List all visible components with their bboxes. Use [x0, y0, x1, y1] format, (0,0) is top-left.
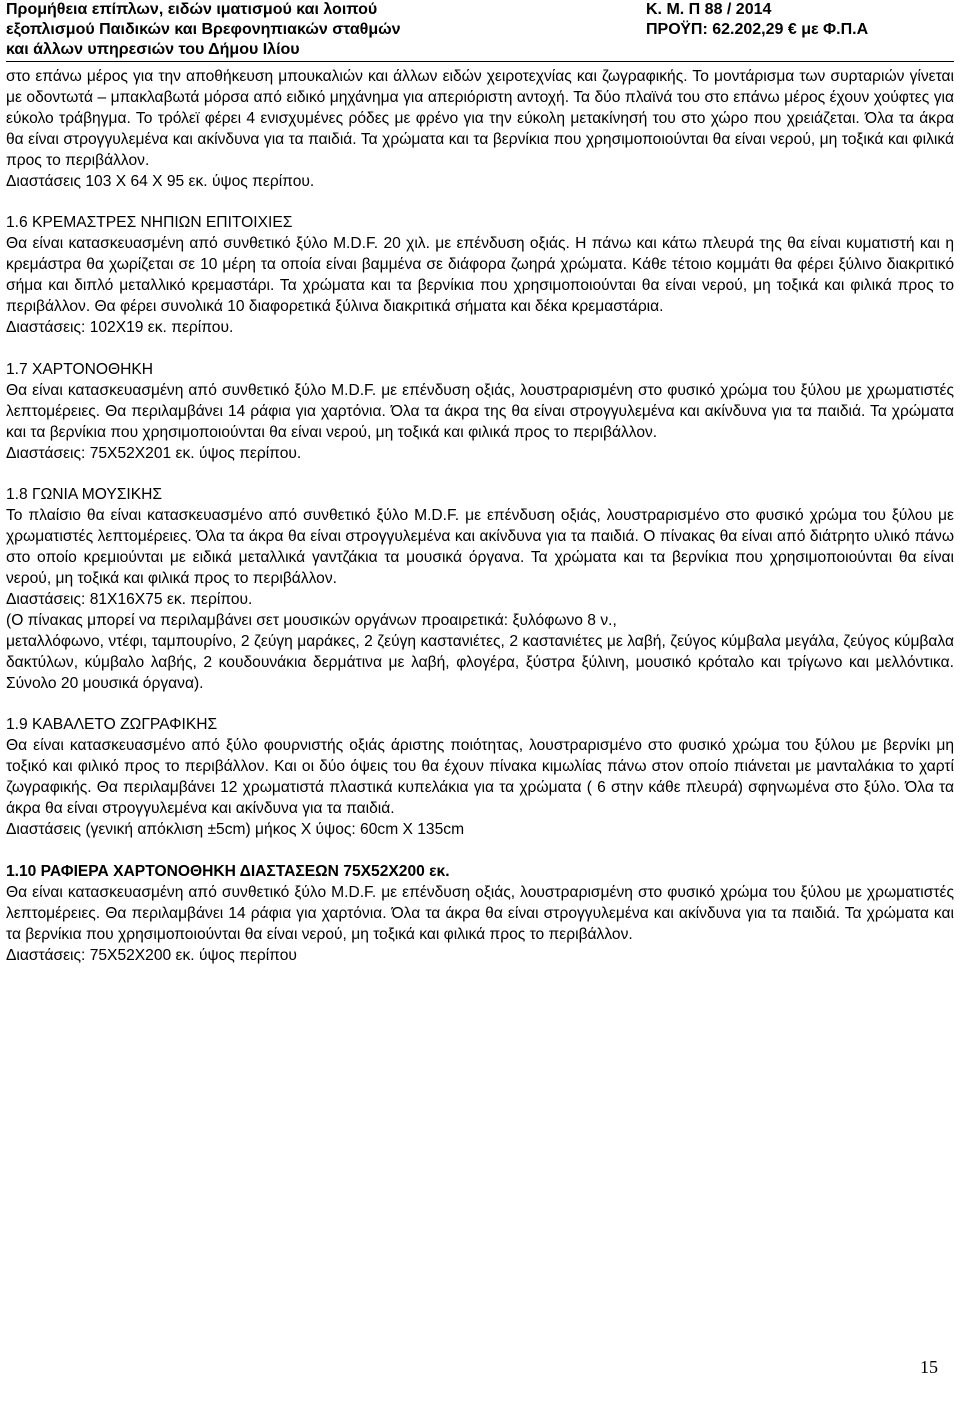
- section-paragraph: Διαστάσεις (γενική απόκλιση ±5cm) μήκος Χ ύψος: 60cm Χ 135cm: [6, 821, 465, 838]
- section-paragraph: (Ο πίνακας μπορεί να περιλαμβάνει σετ μουσικών οργάνων προαιρετικά: ξυλόφωνο 8 ν.,: [6, 611, 617, 629]
- header-right-line: Κ. Μ. Π 88 / 2014: [646, 1, 772, 18]
- section: [6, 360, 954, 465]
- section-title: 1.7 ΧΑΡΤΟΝΟΘΗΚΗ: [6, 360, 154, 378]
- page-header: [6, 0, 954, 60]
- section-paragraph: Διαστάσεις: 81Χ16Χ75 εκ. περίπου.: [6, 590, 253, 608]
- section-title: 1.6 ΚΡΕΜΑΣΤΡΕΣ ΝΗΠΙΩΝ ΕΠΙΤΟΙΧΙΕΣ: [6, 214, 293, 232]
- header-left-line: Προμήθεια επίπλων, ειδών ιματισμού και λοιπού: [6, 1, 378, 18]
- header-right-line: ΠΡΟΫΠ: 62.202,29 € με Φ.Π.Α: [646, 21, 869, 38]
- section: [6, 715, 954, 840]
- section-title: 1.8 ΓΩΝΙΑ ΜΟΥΣΙΚΗΣ: [6, 486, 163, 504]
- header-rule: [6, 61, 954, 62]
- intro-paragraph: στο επάνω μέρος για την αποθήκευση μπουκαλιών και άλλων ειδών χειροτεχνίας και ζωγραφικής. Το μοντάρισμα των συρταριών γίνεται με οδοντωτά – μπακλαβωτά μόρσα από ειδικό μηχάνημα για απεριόριστη αντοχή. Τα δύο πλαϊνά του στο επάνω μέρος έχουν χούφτες για εύκολο τράβηγμα. Το τρόλεϊ φέρει 4 ενισχυμένες ρόδες με φρένο για την εύκολη μετακίνησή του στο χώρο που χρειάζεται. Όλα τα άκρα θα είναι στρογγυλεμένα και ακίνδυνα για τα παιδιά. Τα χρώματα και τα βερνίκια που χρησιμοποιούνται θα είναι νερού, μη τοξικά και φιλικά προς το περιβάλλον.: [6, 68, 954, 169]
- section: [6, 862, 954, 967]
- section-paragraph: Θα είναι κατασκευασμένη από συνθετικό ξύλο M.D.F. 20 χιλ. με επένδυση οξιάς. Η πάνω και κάτω πλευρά της θα είναι κυματιστή και η κρεμάστρα θα χωρίζεται σε 10 μέρη τα οποία είναι βαμμένα σε διάφορα ζωηρά χρώματα. Κάθε τέτοιο κομμάτι θα φέρει ξύλινο διακριτικό σήμα και διπλό μεταλλικό κρεμαστάρι. Τα χρώματα και τα βερνίκια που χρησιμοποιούνται θα είναι νερού, μη τοξικά και φιλικά προς το περιβάλλον. Θα φέρει συνολικά 10 διαφορετικά ξύλινα διακριτικά σήματα και δέκα κρεμαστάρια.: [6, 235, 954, 316]
- document-body: [6, 60, 954, 966]
- header-right: [646, 0, 868, 40]
- section-paragraph: Θα είναι κατασκευασμένο από ξύλο φουρνιστής οξιάς άριστης ποιότητας, λουστραρισμένο στο φυσικό χρώμα του ξύλου με βερνίκι μη τοξικό και φιλικό προς το περιβάλλον. Και οι δύο όψεις του θα έχουν πίνακα κιμωλίας πάνω στον οποίο πιάνεται με μανταλάκια το χαρτί ζωγραφικής. Θα περιλαμβάνει 12 χρωματιστά πλαστικά κυπελάκια για τα χρώματα ( 6 στην κάθε πλευρά) σφηνωμένα στο ξύλο. Όλα τα άκρα θα είναι στρογγυλεμένα και ακίνδυνα για τα παιδιά.: [6, 737, 954, 818]
- section-paragraph: Διαστάσεις: 102Χ19 εκ. περίπου.: [6, 318, 234, 336]
- section-paragraph: Θα είναι κατασκευασμένη από συνθετικό ξύλο M.D.F. με επένδυση οξιάς, λουστραρισμένη στο φυσικό χρώμα του ξύλου με χρωματιστές λεπτομέρειες. Θα περιλαμβάνει 14 ράφια για χαρτόνια. Όλα τα άκρα θα είναι στρογγυλεμένα και ακίνδυνα για τα παιδιά. Τα χρώματα και τα βερνίκια που χρησιμοποιούνται θα είναι νερού, μη τοξικά και φιλικά προς το περιβάλλον.: [6, 883, 954, 943]
- section-paragraph: μεταλλόφωνο, ντέφι, ταμπουρίνο, 2 ζεύγη μαράκες, 2 ζεύγη καστανιέτες, 2 καστανιέτες με λαβή, ζεύγος κύμβαλα μεγάλα, ζεύγος κύμβαλα δακτύλων, κύμβαλο λαβής, 2 κουδουνάκια δερμάτινα με λαβή, φλογέρα, ξύστρα ξύλινη, μουσικό κρόταλο και τρίγωνο και μελλόντικα. Σύνολο 20 μουσικά όργανα).: [6, 632, 954, 692]
- section-title: 1.10 ΡΑΦΙΕΡΑ ΧΑΡΤΟΝΟΘΗΚΗ ΔΙΑΣΤΑΣΕΩΝ 75Χ52Χ200 εκ.: [6, 862, 450, 880]
- section-paragraph: Το πλαίσιο θα είναι κατασκευασμένο από συνθετικό ξύλο M.D.F. με επένδυση οξιάς, λουστραρισμένο στο φυσικό χρώμα του ξύλου με χρωματιστές λεπτομέρειες. Όλα τα άκρα θα είναι στρογγυλεμένα και ακίνδυνα για τα παιδιά. Ο πίνακας θα είναι από διάτρητο υλικό πάνω στο οποίο κρεμιούνται με ειδικά μεταλλικά γαντζάκια τα μουσικά όργανα. Τα χρώματα και τα βερνίκια που χρησιμοποιούνται θα είναι νερού, μη τοξικά και φιλικά προς το περιβάλλον.: [6, 507, 954, 588]
- header-left: [6, 0, 401, 60]
- header-left-line: εξοπλισμού Παιδικών και Βρεφονηπιακών σταθμών: [6, 21, 401, 38]
- section-paragraph: Διαστάσεις: 75Χ52Χ200 εκ. ύψος περίπου: [6, 946, 297, 964]
- sections-container: [6, 213, 954, 966]
- section-paragraph: Διαστάσεις: 75Χ52Χ201 εκ. ύψος περίπου.: [6, 444, 302, 462]
- section-title: 1.9 ΚΑΒΑΛΕΤΟ ΖΩΓΡΑΦΙΚΗΣ: [6, 716, 218, 734]
- intro-dimensions: Διαστάσεις 103 Χ 64 Χ 95 εκ. ύψος περίπου.: [6, 172, 315, 190]
- section: [6, 213, 954, 338]
- header-left-line: και άλλων υπηρεσιών του Δήμου Ιλίου: [6, 41, 300, 58]
- section-paragraph: Θα είναι κατασκευασμένη από συνθετικό ξύλο M.D.F. με επένδυση οξιάς, λουστραρισμένη στο φυσικό χρώμα του ξύλου με χρωματιστές λεπτομέρειες. Θα περιλαμβάνει 14 ράφια για χαρτόνια. Όλα τα άκρα της θα είναι στρογγυλεμένα και ακίνδυνα για τα παιδιά. Τα χρώματα και τα βερνίκια που χρησιμοποιούνται θα είναι νερού, μη τοξικά και φιλικά προς το περιβάλλον.: [6, 381, 954, 441]
- section: [6, 485, 954, 694]
- page-number: 15: [920, 1357, 938, 1377]
